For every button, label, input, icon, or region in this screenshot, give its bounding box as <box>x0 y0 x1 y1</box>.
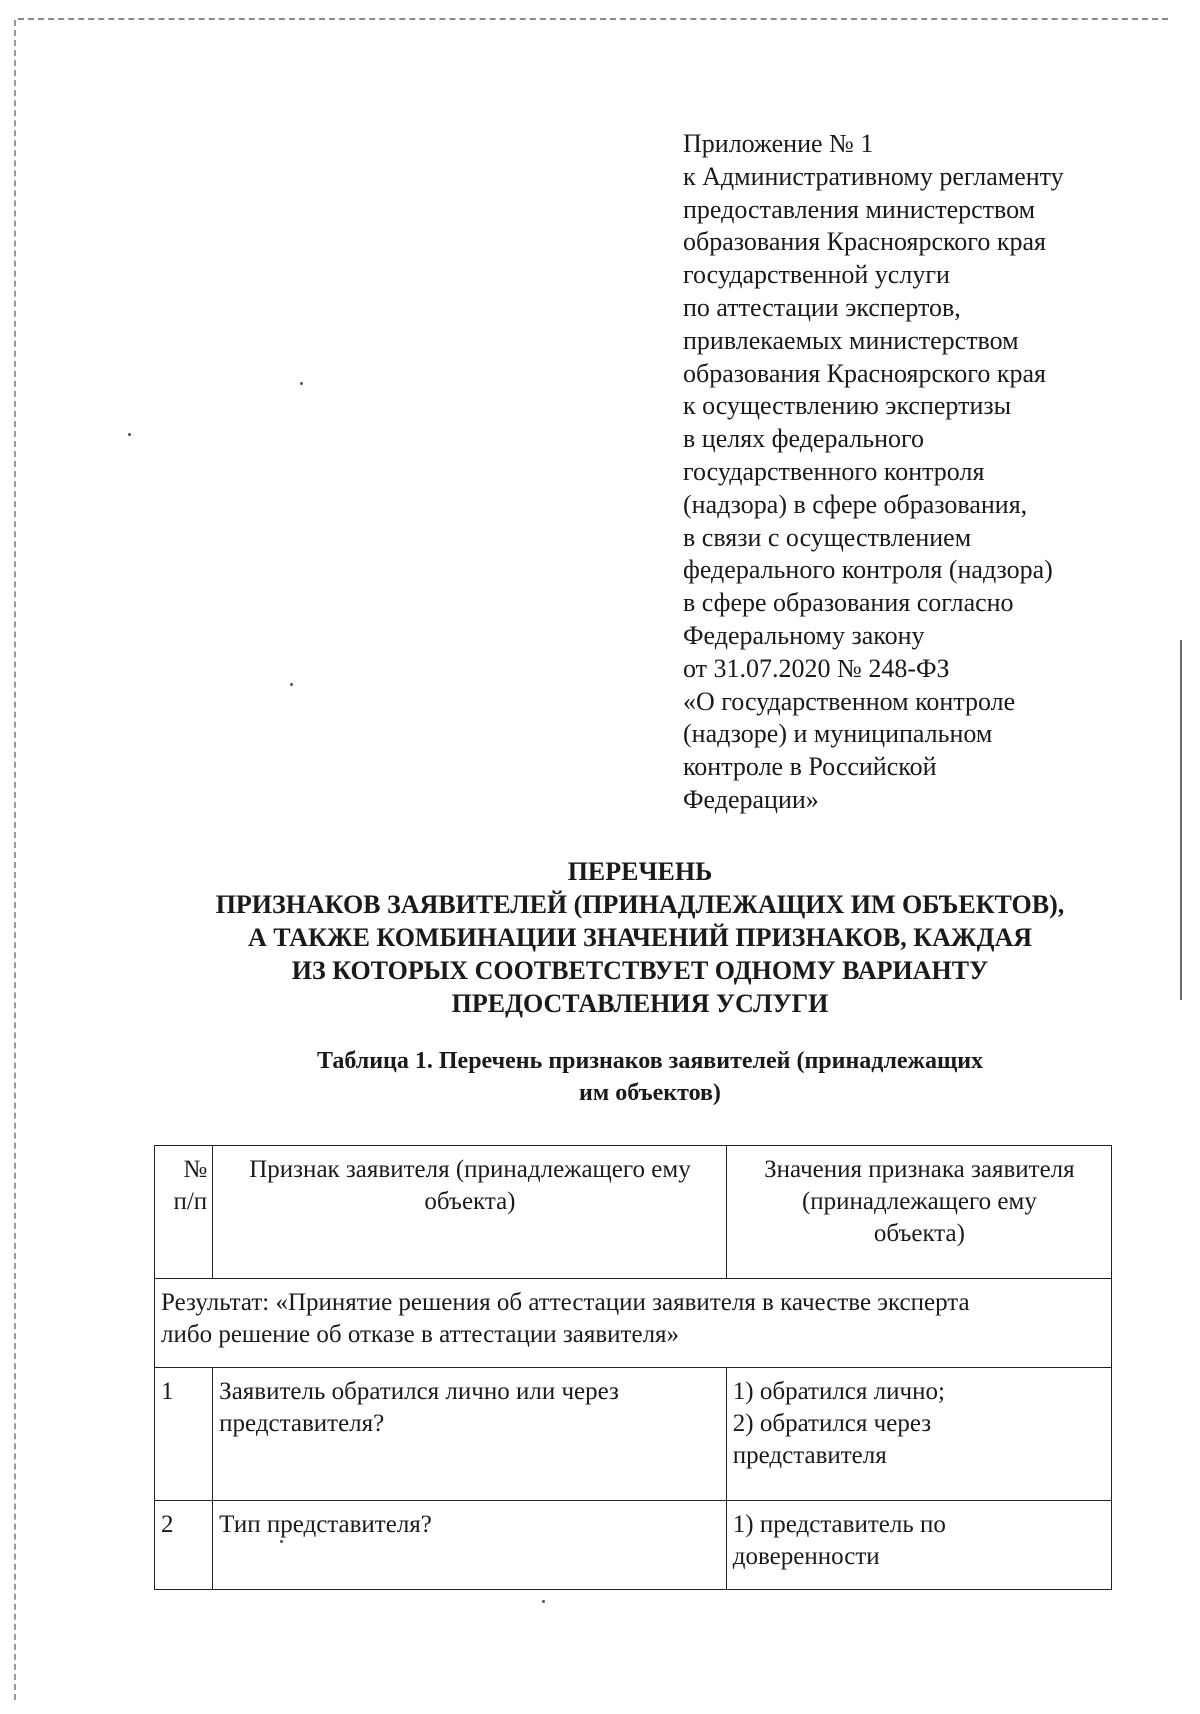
table-result-row <box>155 1279 1112 1368</box>
row-num: 1 <box>155 1368 213 1501</box>
appendix-line: образования Красноярского края <box>683 227 1046 257</box>
table-caption <box>240 1045 1060 1109</box>
title-line: А ТАКЖЕ КОМБИНАЦИИ ЗНАЧЕНИЙ ПРИЗНАКОВ, КАЖДАЯ <box>247 923 1033 952</box>
scan-speck <box>300 382 303 385</box>
scan-speck <box>542 1600 545 1603</box>
title-line: ПРЕДОСТАВЛЕНИЯ УСЛУГИ <box>451 989 829 1018</box>
appendix-line: по аттестации экспертов, <box>683 292 961 322</box>
result-cell: Результат: «Принятие решения об аттестации заявителя в качестве эксперта либо решение об отказе в аттестации заявителя» <box>155 1279 1112 1368</box>
appendix-line: привлекаемых министерством <box>683 325 1019 355</box>
document-title <box>140 855 1140 1020</box>
appendix-line: контроле в Российской <box>683 752 937 782</box>
appendix-line: федерального контроля (надзора) <box>683 555 1053 585</box>
appendix-line: в целях федерального <box>683 424 925 454</box>
scan-edge-top <box>18 18 1168 20</box>
scan-speck <box>290 683 293 686</box>
header-num: № п/п <box>155 1146 213 1279</box>
appendix-line: Федерации» <box>683 784 819 814</box>
appendix-line: в сфере образования согласно <box>683 588 1014 618</box>
appendix-line: предоставления министерством <box>683 194 1036 224</box>
appendix-line: от 31.07.2020 № 248-ФЗ <box>683 653 950 683</box>
appendix-line: образования Красноярского края <box>683 358 1046 388</box>
appendix-line: государственного контроля <box>683 456 985 486</box>
criteria-table <box>154 1145 1112 1590</box>
row-values: 1) представитель по доверенности <box>726 1501 1111 1590</box>
appendix-line: (надзора) в сфере образования, <box>683 489 1028 519</box>
title-line: ПЕРЕЧЕНЬ <box>567 857 713 886</box>
row-num: 2 <box>155 1501 213 1590</box>
appendix-line: Федеральному закону <box>683 620 925 650</box>
appendix-line: «О государственном контроле <box>683 686 1016 716</box>
appendix-line: к осуществлению экспертизы <box>683 391 1012 421</box>
row-values: 1) обратился лично; 2) обратился через представителя <box>726 1368 1111 1501</box>
header-values: Значения признака заявителя (принадлежащего ему объекта) <box>726 1146 1111 1279</box>
table-header-row <box>155 1146 1112 1279</box>
appendix-line: в связи с осуществлением <box>683 522 972 552</box>
appendix-line: к Административному регламенту <box>683 161 1064 191</box>
caption-line: Таблица 1. Перечень признаков заявителей (принадлежащих <box>316 1048 984 1074</box>
title-line: ПРИЗНАКОВ ЗАЯВИТЕЛЕЙ (ПРИНАДЛЕЖАЩИХ ИМ ОБЪЕКТОВ), <box>215 890 1065 919</box>
scan-speck <box>128 433 131 436</box>
header-sign: Признак заявителя (принадлежащего ему объекта) <box>213 1146 727 1279</box>
table-row <box>155 1501 1112 1590</box>
row-sign: Заявитель обратился лично или через представителя? <box>213 1368 727 1501</box>
appendix-line: Приложение № 1 <box>683 129 874 158</box>
caption-line: им объектов) <box>579 1080 721 1106</box>
appendix-line: (надзоре) и муниципальном <box>683 719 993 749</box>
appendix-block <box>683 128 1153 817</box>
scan-edge-left <box>14 20 16 1700</box>
title-line: ИЗ КОТОРЫХ СООТВЕТСТВУЕТ ОДНОМУ ВАРИАНТУ <box>291 956 989 985</box>
scan-edge-right <box>1180 640 1182 1000</box>
row-sign: Тип представителя? <box>213 1501 727 1590</box>
table-row <box>155 1368 1112 1501</box>
appendix-line: государственной услуги <box>683 260 950 290</box>
